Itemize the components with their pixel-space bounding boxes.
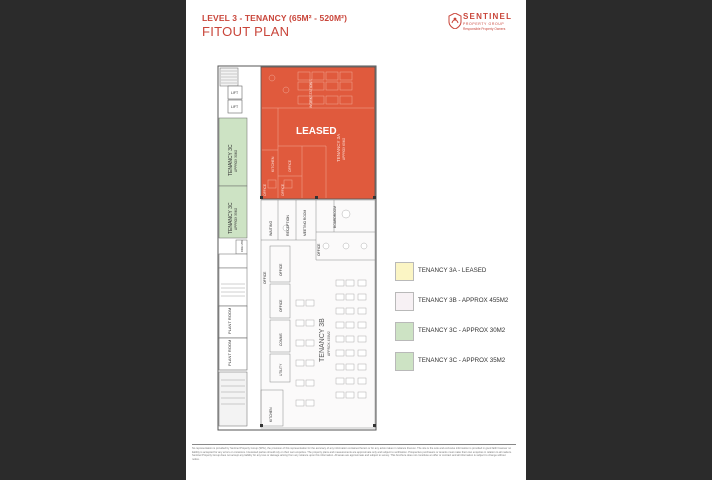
office-3a-3-label: OFFICE [263, 183, 267, 196]
kitchen-3a-label: KITCHEN [271, 156, 275, 172]
boardroom-label: BOARDROOM [333, 206, 337, 228]
plant-room-1-label: PLANT ROOM [227, 307, 232, 334]
tenancy-3c-top-label: TENANCY 3C [228, 144, 234, 176]
legend-swatch [395, 322, 414, 341]
lift-2-label: LIFT [231, 105, 239, 109]
legend-swatch [395, 292, 414, 311]
legend-label: TENANCY 3C - APPROX 35M2 [418, 357, 506, 364]
hydrant-label: FIRE HYD [241, 239, 244, 252]
kitchen-3b-label: KITCHEN [269, 407, 273, 422]
tenancy-3a-area: APPROX 65M2 [342, 137, 346, 160]
legend-item-tenancy-3c-30 [395, 322, 515, 352]
tenancy-3a-label: TENANCY 3A [336, 133, 341, 162]
office-b3-label: OFFICE [317, 243, 321, 256]
legend-label: TENANCY 3B - APPROX 455M2 [418, 297, 509, 304]
tenancy-3b-label: TENANCY 3B [319, 318, 326, 362]
legend-swatch [395, 352, 414, 371]
waiting-label: WAITING [269, 220, 273, 236]
legend-item-tenancy-3b [395, 292, 515, 322]
tenancy-3c-bottom-label: TENANCY 3C [228, 202, 234, 234]
page-title: FITOUT PLAN [202, 24, 290, 39]
logo-tagline: Responsible Property Owners [463, 27, 506, 31]
utility-label: UTILITY [279, 363, 283, 376]
office-3a-2-label: OFFICE [281, 183, 285, 196]
disclaimer-text: No representation is provided by Sentinel Property Group (SPG), the provision of this representation for the accuracy of any information contained herein or for any action taken in reliance thereon. The site is the sole and exclusive information is provided in good faith however no liability is accepted for any errors or omissions. Interested parties should rely on their own enquiries. The property plans and measurements are approximate only and subject to verification. Prospective purchasers or tenants must make their own enquiries in relation to all matters. Sentinel Property Group does not accept any liability for any loss or damage arising from any reliance upon this information. All areas are approximate and subject to survey. This brochure does not constitute an offer or contract and all information is subject to change without notice. [192, 447, 512, 461]
office-b2-label: OFFICE [279, 299, 283, 312]
tenancy-3b-area: APPROX 455M2 [327, 331, 331, 356]
legend-item-tenancy-3a [395, 262, 515, 292]
lift-1-label: LIFT [231, 91, 239, 95]
legend-label: TENANCY 3A - LEASED [418, 267, 487, 274]
legend-label: TENANCY 3C - APPROX 30M2 [418, 327, 506, 334]
plant-room-2 [219, 338, 247, 370]
tenancy-3c-top-area: APPROX 30M2 [234, 149, 238, 172]
workstations-label: WORKSTATIONS [309, 79, 313, 108]
logo-subname: PROPERTY GROUP [463, 22, 505, 26]
legend-swatch [395, 262, 414, 281]
leased-label: LEASED [296, 126, 337, 137]
office-b4-label: OFFICE [263, 271, 267, 284]
plant-room-2-label: PLANT ROOM [227, 339, 232, 366]
office-3a-1-label: OFFICE [288, 159, 292, 172]
comms-label: COMMS [279, 333, 283, 346]
logo-name: SENTINEL [463, 12, 513, 21]
legend [395, 262, 515, 382]
brochure-page [186, 0, 526, 480]
tenancy-3c-bottom-area: APPROX 35M2 [234, 207, 238, 230]
plant-room-1 [219, 306, 247, 338]
reception-label: RECEPTION [286, 215, 290, 236]
meeting-room-label: MEETING ROOM [303, 209, 307, 236]
footer-divider [192, 444, 516, 445]
office-b1-label: OFFICE [279, 263, 283, 276]
page-subtitle: LEVEL 3 - TENANCY (65M² - 520M²) [202, 13, 348, 23]
legend-item-tenancy-3c-35 [395, 352, 515, 382]
